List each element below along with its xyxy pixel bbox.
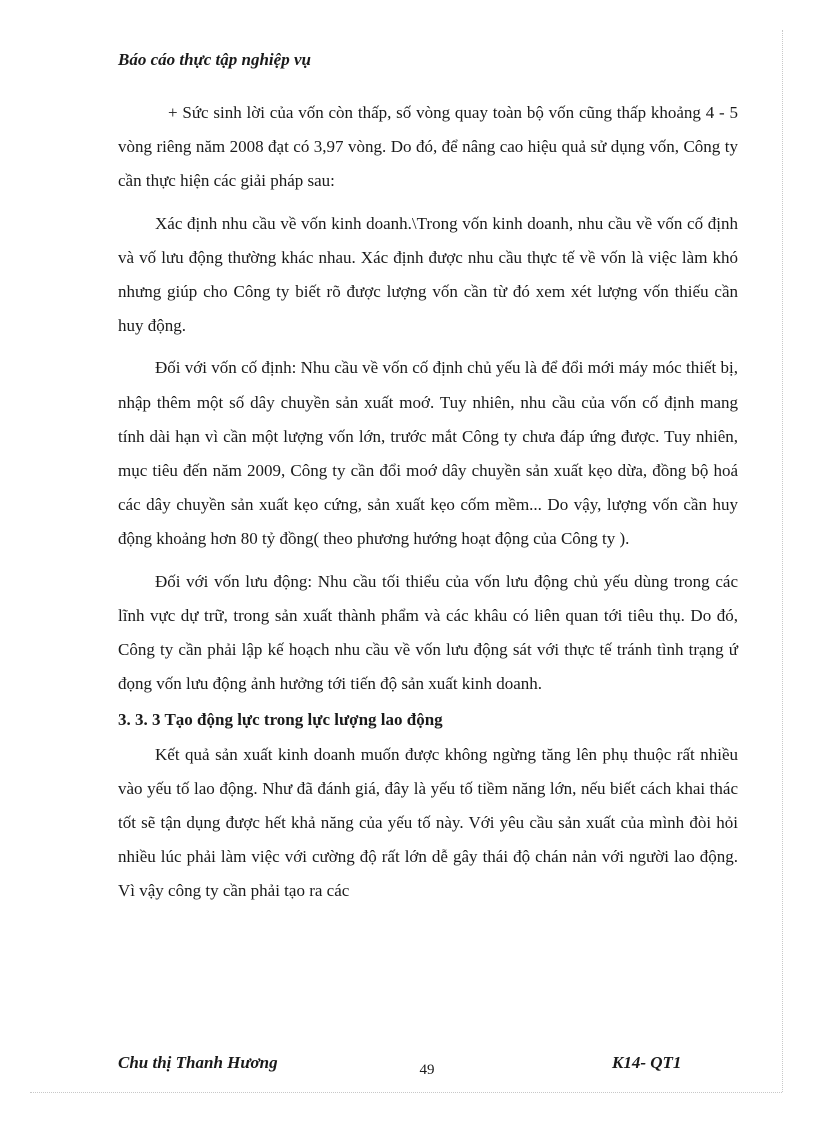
footer-author: Chu thị Thanh Hương bbox=[118, 1053, 278, 1072]
paragraph-capital-efficiency: + Sức sinh lời của vốn còn thấp, số vòng quay toàn bộ vốn cũng thấp khoảng 4 - 5 vòng riêng năm 2008 đạt có 3,97 vòng. Do đó, để nâng cao hiệu quả sử dụng vốn, Công ty cần thực hiện các giải pháp sau: bbox=[118, 103, 738, 191]
running-header: Báo cáo thực tập nghiệp vụ bbox=[118, 50, 311, 69]
paragraph-fixed-capital: Đối với vốn cố định: Nhu cầu về vốn cố định chủ yếu là để đổi mới máy móc thiết bị, nhập thêm một số dây chuyền sản xuất moớ. Tuy nhiên, nhu cầu của vốn cố định mang tính dài hạn vì cần một lượng vốn lớn, trước mắt Công ty chưa đáp ứng được. Tuy nhiên, mục tiêu đến năm 2009, Công ty cần đổi moớ dây chuyền sản xuất kẹo dừa, đồng bộ hoá các dây chuyền sản xuất kẹo cứng, sản xuất kẹo cốm mềm... Do vậy, lượng vốn cần huy động khoảng hơn 80 tỷ đồng( theo phương hướng hoạt động của Công ty ). bbox=[118, 358, 738, 549]
page-border-bottom bbox=[30, 1092, 782, 1093]
section-heading: 3. 3. 3 Tạo động lực trong lực lượng lao động bbox=[118, 710, 443, 730]
footer-class-code: K14- QT1 bbox=[612, 1053, 682, 1072]
page-border-right bbox=[782, 30, 783, 1092]
paragraph-labor-motivation: Kết quả sản xuất kinh doanh muốn được không ngừng tăng lên phụ thuộc rất nhiều vào yếu tố lao động. Như đã đánh giá, đây là yếu tố tiềm năng lớn, nếu biết cách khai thác tốt sẽ tận dụng được hết khả năng của yếu tố này. Với yêu cầu sản xuất của mình đòi hỏi nhiều lúc phải làm việc với cường độ rất lớn dễ gây thái độ chán nản với người lao động. Vì vậy công ty cần phải tạo ra các bbox=[118, 744, 738, 901]
paragraph-capital-needs: Xác định nhu cầu về vốn kinh doanh.\Trong vốn kinh doanh, nhu cầu về vốn cố định và vố lưu động thường khác nhau. Xác định được nhu cầu thực tế về vốn là việc làm khó nhưng giúp cho Công ty biết rõ được lượng vốn cần từ đó xem xét lượng vốn thiếu cần huy động. bbox=[118, 213, 738, 336]
paragraph-working-capital: Đối với vốn lưu động: Nhu cầu tối thiểu của vốn lưu động chủ yếu dùng trong các lĩnh vực dự trữ, trong sản xuất thành phẩm và các khâu có liên quan tới tiêu thụ. Do đó, Công ty cần phải lập kế hoạch nhu cầu về vốn lưu động sát với thực tế tránh tình trạng ứ đọng vốn lưu động ảnh hưởng tới tiến độ sản xuất kinh doanh. bbox=[118, 571, 738, 694]
body-text bbox=[118, 96, 738, 909]
page-number: 49 bbox=[419, 1062, 435, 1078]
